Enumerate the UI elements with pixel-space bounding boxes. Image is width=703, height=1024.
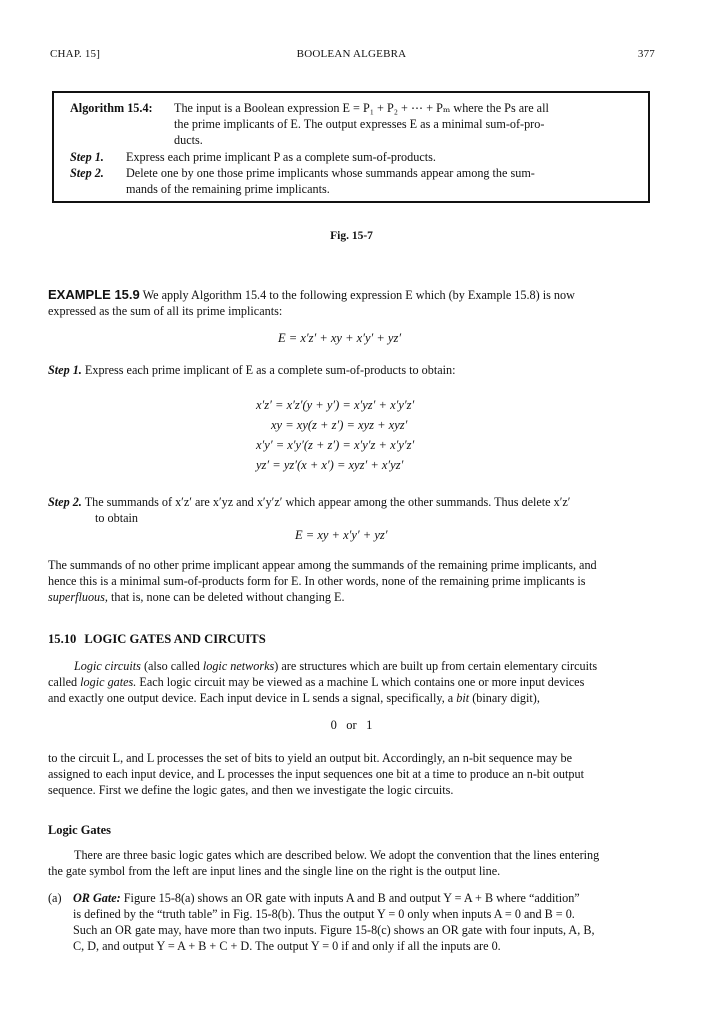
term-logic-networks: logic networks xyxy=(202,659,275,673)
section-paragraph-line xyxy=(48,674,655,691)
example-paragraph xyxy=(48,287,655,304)
algorithm-step2-text: Delete one by one those prime implicants whose summands appear among the sum- xyxy=(126,166,535,180)
equation-result: E = xy + x′y′ + yz′ xyxy=(295,528,388,542)
algorithm-step1-text: Express each prime implicant P as a complete sum-of-products. xyxy=(126,150,436,164)
conclusion-line: hence this is a minimal sum-of-products form for E. In other words, none of the remaining prime implicants is xyxy=(48,574,586,588)
bits-display: 0 or 1 xyxy=(330,718,373,732)
algorithm-line: the prime implicants of E. The output expresses E as a minimal sum-of-pro- xyxy=(174,117,545,131)
subsection-paragraph-line xyxy=(48,847,655,864)
or-gate-line: is defined by the “truth table” in Fig. 15-8(b). Thus the output Y = 0 only when inputs A = 0 and B = 0. xyxy=(73,907,575,921)
text-span: ) are structures which are built up from certain elementary circuits xyxy=(274,659,598,673)
step2-label: Step 2. xyxy=(48,495,82,509)
algorithm-step1-label: Step 1. xyxy=(70,150,104,164)
expansion-equation: xy = xy(z + z′) = xyz + xyz′ xyxy=(271,418,408,432)
conclusion-text: that is, none can be deleted without changing E. xyxy=(107,590,345,604)
section-paragraph-line: sequence. First we define the logic gates, and then we investigate the logic circuits. xyxy=(48,783,454,797)
section-paragraph-line xyxy=(48,658,655,675)
term-logic-circuits: Logic circuits xyxy=(74,659,141,673)
or-gate-line xyxy=(73,890,655,907)
text-span: called xyxy=(48,675,81,689)
text-span: and exactly one output device. Each input device in L sends a signal, specifically, a xyxy=(48,691,457,705)
text-span: There are three basic logic gates which are described below. We adopt the convention that the lines entering xyxy=(74,848,600,862)
step1-label: Step 1. xyxy=(48,363,82,377)
step1-text: Express each prime implicant of E as a complete sum-of-products to obtain: xyxy=(84,363,456,377)
algorithm-line: ducts. xyxy=(174,133,203,147)
expansion-equation: x′y′ = x′y′(z + z′) = x′y′z + x′y′z′ xyxy=(256,438,415,452)
subsection-paragraph-line: the gate symbol from the left are input lines and the single line on the right is the output line. xyxy=(48,864,501,878)
section-paragraph-line: assigned to each input device, and L processes the input sequences one bit at a time to produce an n-bit output xyxy=(48,767,584,781)
algorithm-line: The input is a Boolean expression E = P₁ + P₂ + ⋯ + Pₘ where the Ps are all xyxy=(174,101,549,115)
or-gate-label: OR Gate: xyxy=(73,891,121,905)
conclusion-line: The summands of no other prime implicant appear among the summands of the remaining prime implicants, and xyxy=(48,558,597,572)
example-title: EXAMPLE 15.9 xyxy=(48,287,140,302)
section-heading xyxy=(48,632,266,647)
expansion-equation: yz′ = yz′(x + x′) = xyz′ + x′yz′ xyxy=(256,458,404,472)
running-title: BOOLEAN ALGEBRA xyxy=(296,48,407,60)
text-span: (also called xyxy=(140,659,203,673)
expansion-equation: x′z′ = x′z′(y + y′) = x′yz′ + x′y′z′ xyxy=(256,398,415,412)
chapter-header: CHAP. 15] xyxy=(50,48,101,60)
term-logic-gates: logic gates. xyxy=(80,675,137,689)
section-number: 15.10 xyxy=(48,632,77,646)
text-span: (binary digit), xyxy=(469,691,540,705)
example-text: We apply Algorithm 15.4 to the following expression E which (by Example 15.8) is now xyxy=(142,288,575,302)
step2-text-cont: to obtain xyxy=(95,511,138,525)
figure-caption: Fig. 15-7 xyxy=(330,230,373,242)
conclusion-line xyxy=(48,589,655,606)
or-gate-line: C, D, and output Y = A + B + C + D. The output Y = 0 if and only if all the inputs are 0. xyxy=(73,939,501,953)
superfluous-term: superfluous, xyxy=(48,590,108,604)
text-span: Each logic circuit may be viewed as a machine L which contains one or more input devices xyxy=(136,675,585,689)
equation-main: E = x′z′ + xy + x′y′ + yz′ xyxy=(278,331,402,345)
algorithm-step2-text: mands of the remaining prime implicants. xyxy=(126,182,330,196)
section-title: LOGIC GATES AND CIRCUITS xyxy=(84,632,266,646)
algorithm-step2-label: Step 2. xyxy=(70,166,104,180)
section-paragraph-line xyxy=(48,690,655,707)
text-span: Figure 15-8(a) shows an OR gate with inputs A and B and output Y = A + B where “addition” xyxy=(120,891,580,905)
algorithm-box xyxy=(52,91,650,203)
page-number: 377 xyxy=(637,48,655,60)
example-text-line: expressed as the sum of all its prime implicants: xyxy=(48,304,283,318)
subsection-heading: Logic Gates xyxy=(48,823,111,837)
step2-text: The summands of x′z′ are x′yz and x′y′z′ which appear among the other summands. Thus delete x′z′ xyxy=(84,495,571,509)
term-bit: bit xyxy=(456,691,470,705)
or-gate-line: Such an OR gate may, have more than two inputs. Figure 15-8(c) shows an OR gate with four inputs, A, B, xyxy=(73,923,595,937)
list-marker: (a) xyxy=(48,891,62,905)
section-paragraph-line: to the circuit L, and L processes the set of bits to yield an output bit. Accordingly, an n-bit sequence may be xyxy=(48,751,573,765)
example-step2 xyxy=(48,494,655,511)
algorithm-label: Algorithm 15.4: xyxy=(70,101,153,115)
example-step1 xyxy=(48,362,655,379)
